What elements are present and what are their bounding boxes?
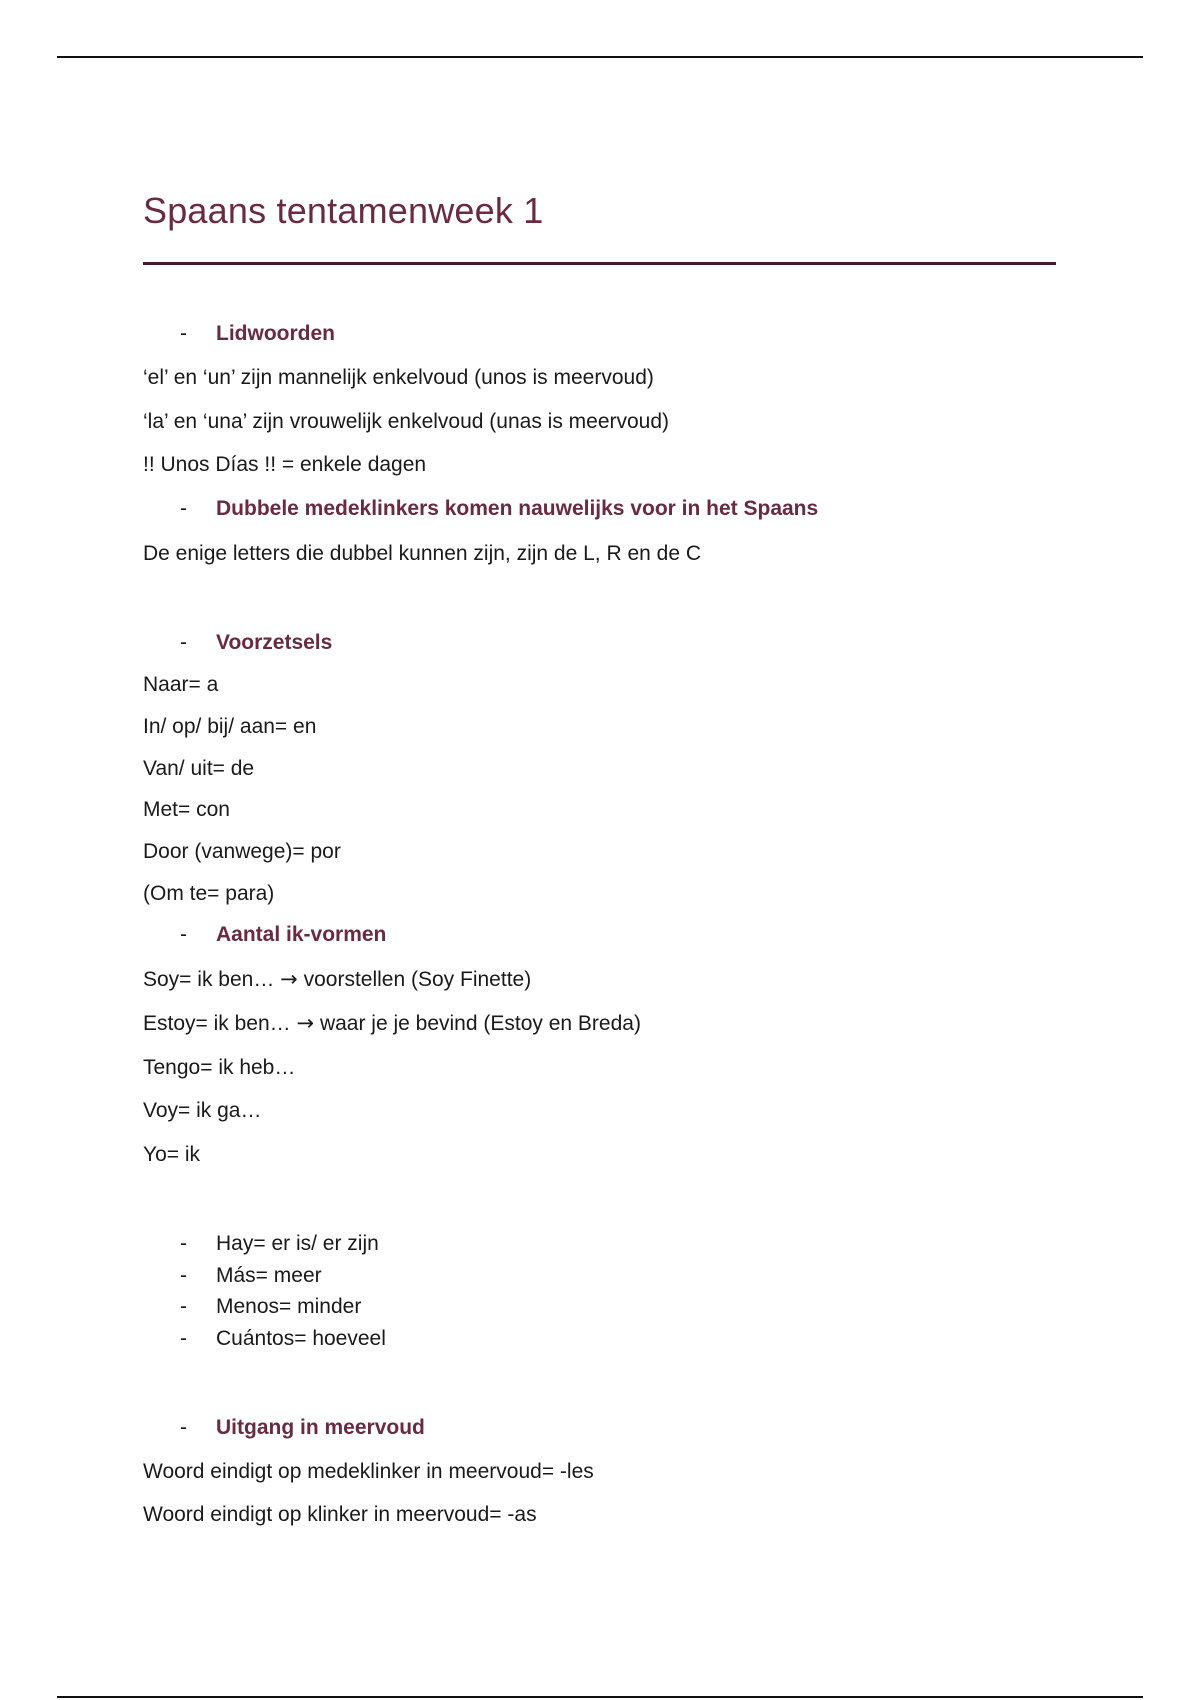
text-line-arrow bbox=[143, 966, 531, 993]
heading-text: Voorzetsels bbox=[216, 631, 333, 654]
heading-uitgang-meervoud bbox=[180, 1415, 425, 1441]
heading-text: Aantal ik-vormen bbox=[216, 923, 387, 946]
text-after-arrow: voorstellen (Soy Finette) bbox=[297, 968, 532, 991]
list-item bbox=[180, 1231, 379, 1257]
text-line: (Om te= para) bbox=[143, 882, 275, 905]
text-line: ‘la’ en ‘una’ zijn vrouwelijk enkelvoud (unas is meervoud) bbox=[143, 410, 670, 433]
text-line: Van/ uit= de bbox=[143, 757, 255, 780]
bottom-page-rule bbox=[57, 1696, 1143, 1698]
page-title: Spaans tentamenweek 1 bbox=[143, 190, 544, 231]
bullet-dash: - bbox=[180, 1264, 187, 1287]
text-line: Naar= a bbox=[143, 673, 219, 696]
list-item-text: Cuántos= hoeveel bbox=[216, 1327, 386, 1350]
text-line: Woord eindigt op klinker in meervoud= -as bbox=[143, 1503, 537, 1526]
text-line: Voy= ik ga… bbox=[143, 1099, 262, 1122]
heading-text: Lidwoorden bbox=[216, 322, 335, 345]
list-item-text: Más= meer bbox=[216, 1264, 322, 1287]
text-line: !! Unos Días !! = enkele dagen bbox=[143, 453, 427, 476]
bullet-dash: - bbox=[180, 631, 187, 654]
title-underline bbox=[143, 262, 1056, 265]
text-line: ‘el’ en ‘un’ zijn mannelijk enkelvoud (unos is meervoud) bbox=[143, 366, 654, 389]
right-arrow-icon: → bbox=[296, 1011, 315, 1035]
text-line: Tengo= ik heb… bbox=[143, 1056, 296, 1079]
text-line: Door (vanwege)= por bbox=[143, 840, 341, 863]
heading-text: Uitgang in meervoud bbox=[216, 1416, 425, 1439]
text-line: In/ op/ bij/ aan= en bbox=[143, 715, 317, 738]
bullet-dash: - bbox=[180, 923, 187, 946]
heading-dubbele-medeklinkers bbox=[180, 496, 818, 522]
bullet-dash: - bbox=[180, 1416, 187, 1439]
list-item bbox=[180, 1263, 322, 1289]
text-line: Met= con bbox=[143, 798, 230, 821]
text-before-arrow: Estoy= ik ben… bbox=[143, 1012, 297, 1035]
text-line: De enige letters die dubbel kunnen zijn, zijn de L, R en de C bbox=[143, 542, 702, 565]
bullet-dash: - bbox=[180, 497, 187, 520]
top-page-rule bbox=[57, 56, 1143, 58]
text-after-arrow: waar je je bevind (Estoy en Breda) bbox=[314, 1012, 641, 1035]
list-item-text: Hay= er is/ er zijn bbox=[216, 1232, 379, 1255]
bullet-dash: - bbox=[180, 1232, 187, 1255]
text-line-arrow bbox=[143, 1010, 641, 1037]
text-line: Yo= ik bbox=[143, 1143, 201, 1166]
list-item bbox=[180, 1294, 361, 1320]
right-arrow-icon: → bbox=[280, 967, 298, 991]
heading-lidwoorden bbox=[180, 321, 335, 347]
text-line: Woord eindigt op medeklinker in meervoud= -les bbox=[143, 1460, 594, 1483]
list-item-text: Menos= minder bbox=[216, 1295, 362, 1318]
bullet-dash: - bbox=[180, 1327, 187, 1350]
bullet-dash: - bbox=[180, 322, 187, 345]
bullet-dash: - bbox=[180, 1295, 187, 1318]
text-before-arrow: Soy= ik ben… bbox=[143, 968, 281, 991]
heading-voorzetsels bbox=[180, 630, 332, 656]
heading-ik-vormen bbox=[180, 922, 386, 948]
heading-text: Dubbele medeklinkers komen nauwelijks voor in het Spaans bbox=[216, 497, 819, 520]
list-item bbox=[180, 1326, 386, 1352]
